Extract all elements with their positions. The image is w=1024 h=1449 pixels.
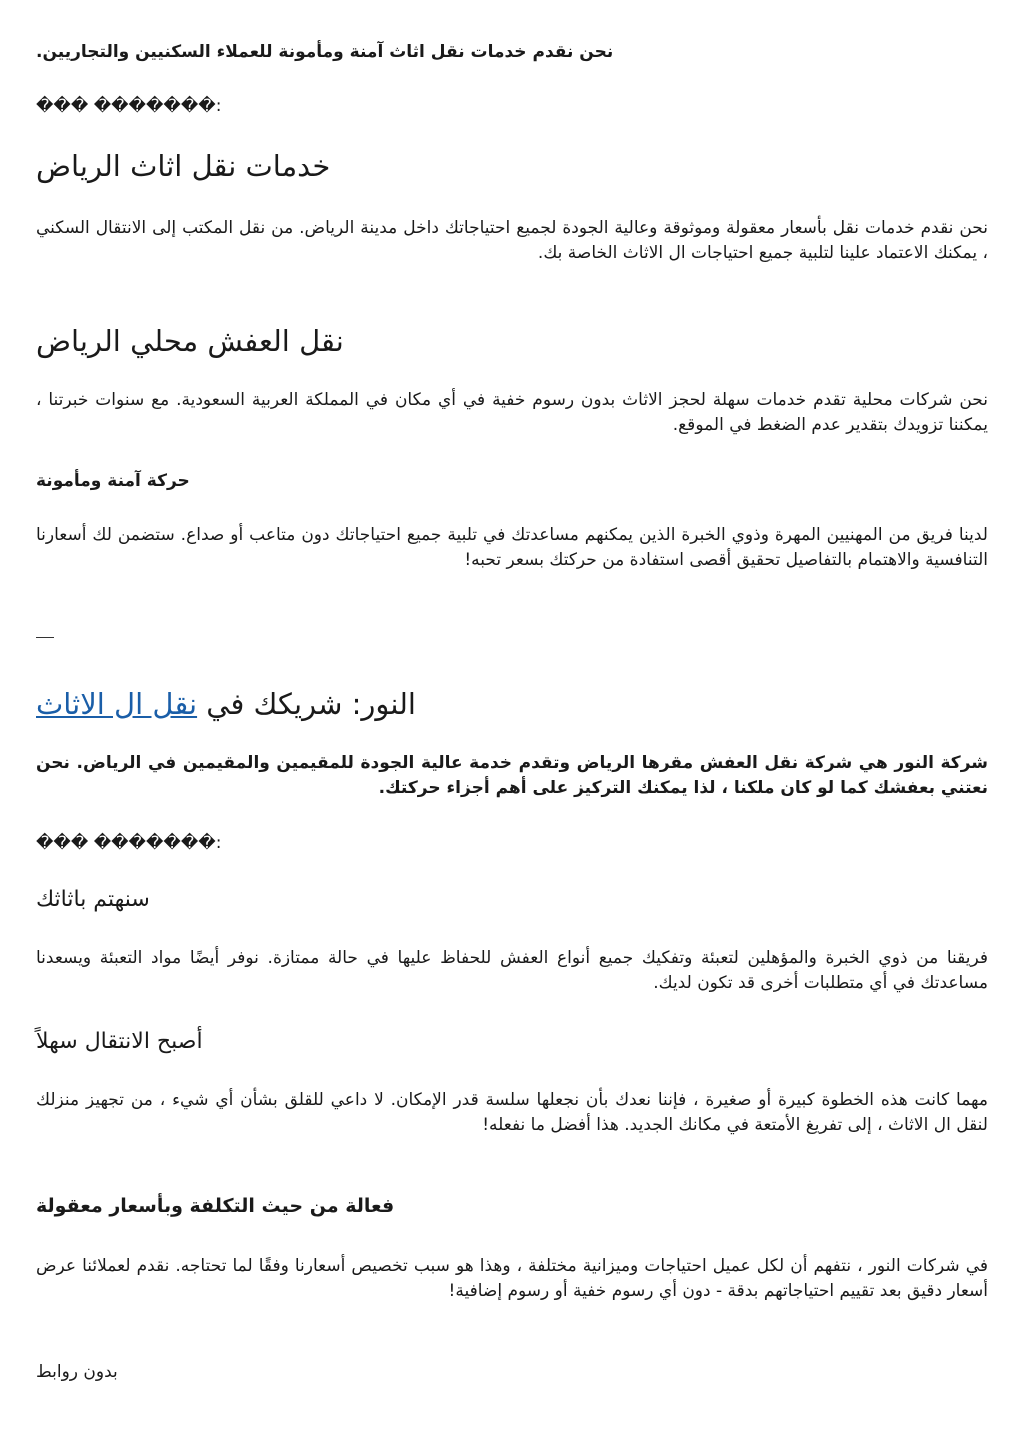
heading-local-moving: نقل العفش محلي الرياض <box>36 324 344 358</box>
paragraph-smooth-step: مهما كانت هذه الخطوة كبيرة أو صغيرة ، فإننا نعدك بأن نجعلها سلسة قدر الإمكان. لا داعي للقلق بشأن أي شيء ، من تجهيز منزلك لنقل ال الاثاث ، إلى تفريغ الأمتعة في مكانك الجديد. هذا أفضل ما نفعله! <box>36 1090 988 1135</box>
heading-alnoor-partner <box>36 686 988 722</box>
heading-easy-moving: أصبح الانتقال سهلاً <box>36 1029 203 1054</box>
garbled-placeholder-2: ��� �������: <box>36 833 222 853</box>
heading-cost-effective: فعالة من حيث التكلفة وبأسعار معقولة <box>36 1195 395 1217</box>
paragraph-qualified-team: فريقنا من ذوي الخبرة والمؤهلين لتعبئة وتفكيك جميع أنواع العفش للحفاظ عليها في حالة ممتازة. نوفر أيضًا مواد التعبئة ويسعدنا مساعدتك في أي متطلبات أخرى قد تكون لديك. <box>36 948 988 993</box>
paragraph-alnoor-intro: شركة النور هي شركة نقل العفش مقرها الرياض وتقدم خدمة عالية الجودة للمقيمين والمقيمين في الرياض. نحن نعتني بعفشك كما لو كان ملكنا ، لذا يمكنك التركيز على أهم أجزاء حركتك. <box>36 753 988 798</box>
paragraph-professional-team: لدينا فريق من المهنيين المهرة وذوي الخبرة الذين يمكنهم مساعدتك في تلبية جميع احتياجاتك دون متاعب أو صداع. ستضمن لك أسعارنا التنافسية والاهتمام بالتفاصيل تحقيق أقصى استفادة من حركتك بسعر تحبه! <box>36 525 988 570</box>
furniture-moving-link[interactable]: نقل ال الاثاث <box>36 687 198 721</box>
paragraph-custom-pricing: في شركات النور ، نتفهم أن لكل عميل احتياجات وميزانية مختلفة ، وهذا هو سبب تخصيص أسعارنا وفقًا لما تحتاجه. نقدم لعملائنا عرض أسعار دقيق بعد تقييم احتياجاتهم بدقة - دون أي رسوم خفية أو رسوم إضافية! <box>36 1256 988 1301</box>
heading-care-furniture: سنهتم باثاثك <box>36 887 150 912</box>
footer-no-links: بدون روابط <box>36 1362 118 1382</box>
paragraph-moving-services: نحن نقدم خدمات نقل بأسعار معقولة وموثوقة وعالية الجودة لجميع احتياجاتك داخل مدينة الرياض. من نقل المكتب إلى الانتقال السكني ، يمكنك الاعتماد علينا لتلبية جميع احتياجات ال الاثاث الخاصة بك. <box>36 218 988 263</box>
paragraph-local-companies: نحن شركات محلية تقدم خدمات سهلة لحجز الاثاث بدون رسوم خفية في أي مكان في المملكة العربية السعودية. مع سنوات خبرتنا ، يمكننا تزويدك بتقدير عدم الضغط في الموقع. <box>36 390 988 435</box>
heading-safe-move: حركة آمنة ومأمونة <box>36 471 190 491</box>
intro-text: نحن نقدم خدمات نقل اثاث آمنة ومأمونة للعملاء السكنيين والتجاريين. <box>36 42 614 62</box>
heading-riyadh-furniture-moving: خدمات نقل اثاث الرياض <box>36 149 331 183</box>
heading-prefix: النور: شريكك في <box>197 687 416 721</box>
section-divider <box>36 637 54 638</box>
garbled-placeholder: ��� �������: <box>36 96 222 116</box>
